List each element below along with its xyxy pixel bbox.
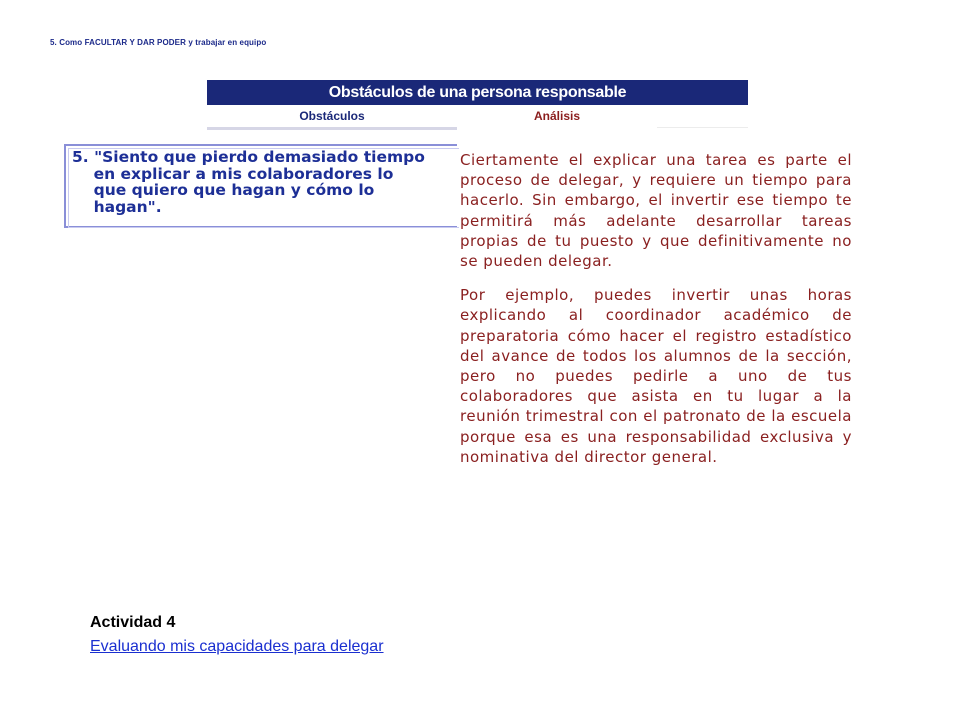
activity-link[interactable]: Evaluando mis capacidades para delegar — [90, 638, 384, 655]
column-header-analysis: Análisis — [533, 109, 581, 123]
obstacle-statement: 5. "Siento que pierdo demasiado tiempo en explicar a mis colaboradores lo que quiero que hagan y cómo lo hagan". — [72, 148, 425, 216]
analysis-paragraph: Ciertamente el explicar una tarea es parte el proceso de delegar, y requiere un tiempo para hacerlo. Sin embargo, el invertir ese tiempo te permitirá más adelante desarrollar tareas propias de tu puesto y que definitivamente no se pueden delegar. — [460, 151, 852, 271]
analysis-paragraph: Por ejemplo, puedes invertir unas horas explicando al coordinador académico de preparatoria cómo hacer el registro estadístico del avance de todos los alumnos de la sección, pero no puedes pedirle a uno de tus colaboradores que asista en tu lugar a la reunión trimestral con el patronato de la escuela porque esa es una responsabilidad exclusiva y nominativa del director general. — [460, 286, 852, 466]
section-title: 5. Como FACULTAR Y DAR PODER y trabajar en equipo — [50, 38, 267, 47]
column-divider-left — [207, 127, 457, 130]
column-header-obstacles: Obstáculos — [299, 109, 365, 123]
analysis-text — [460, 150, 852, 481]
table-banner-title: Obstáculos de una persona responsable — [207, 80, 748, 105]
activity-title: Actividad 4 — [90, 614, 176, 631]
column-divider-right — [657, 127, 748, 128]
obstacle-box — [64, 144, 457, 228]
